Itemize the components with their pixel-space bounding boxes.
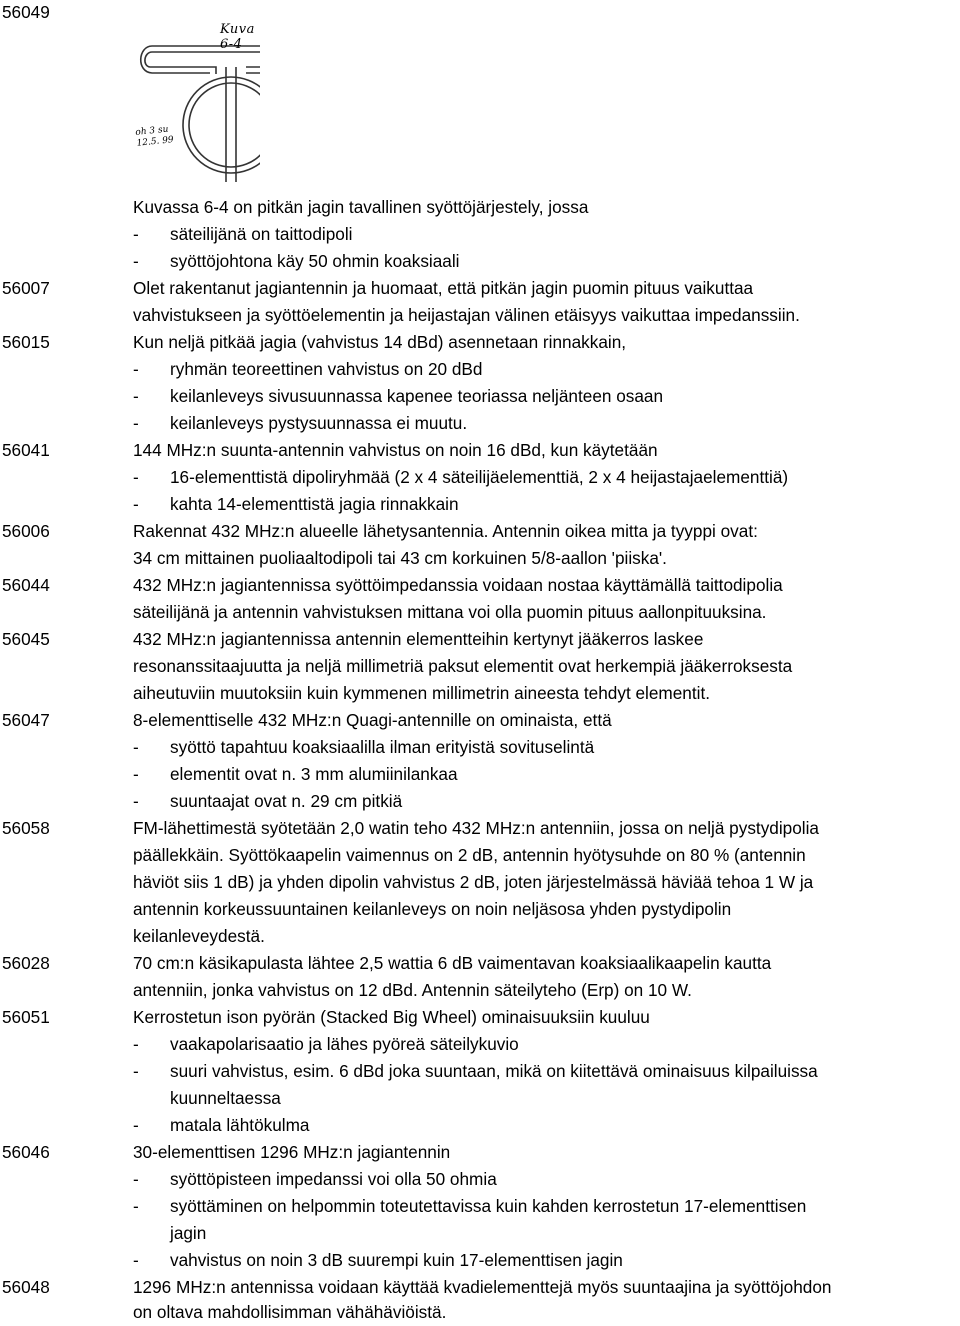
question-text: Rakennat 432 MHz:n alueelle lähetysantennia. Antennin oikea mitta ja tyyppi ovat: [133,521,758,541]
question-text: Kerrostetun ison pyörän (Stacked Big Wheel) ominaisuuksiin kuuluu [133,1007,650,1027]
question-text: 30-elementtisen 1296 MHz:n jagiantennin [133,1142,451,1162]
intro-line: Kuvassa 6-4 on pitkän jagin tavallinen syöttöjärjestely, jossa [133,197,589,217]
question-text: 144 MHz:n suunta-antennin vahvistus on noin 16 dBd, kun käytetään [133,440,658,460]
question-text: 8-elementtiselle 432 MHz:n Quagi-antennille on ominaista, että [133,710,612,730]
question-bullet-continuation: kuunneltaessa [170,1088,281,1108]
folded-dipole-figure [130,22,255,187]
question-text: 70 cm:n käsikapulasta lähtee 2,5 wattia 6 dB vaimentavan koaksiaalikaapelin kautta [133,953,772,973]
question-text: antenniin, jonka vahvistus on 12 dBd. Antennin säteilyteho (Erp) on 10 W. [133,980,692,1000]
question-text: 432 MHz:n jagiantennissa syöttöimpedanssia voidaan nostaa käyttämällä taittodipolia [133,575,783,595]
question-id: 56044 [2,575,50,595]
question-text: Kun neljä pitkää jagia (vahvistus 14 dBd) asennetaan rinnakkain, [133,332,627,352]
question-text: päällekkäin. Syöttökaapelin vaimennus on 2 dB, antennin hyötysuhde on 80 % (antennin [133,845,806,865]
figure-note-line2: 12.5. 99 [136,135,175,149]
question-text: antennin korkeussuuntainen keilanleveys on noin neljäsosa yhden pystydipolin [133,899,732,919]
question-text: aiheutuviin muutoksiin kuin kymmenen millimetrin aineesta tehdyt elementit. [133,683,711,703]
question-id: 56041 [2,440,50,460]
figure-caption: Kuva 6-4 [220,22,255,52]
figure-note-line1: oh 3 su [134,124,169,138]
question-id: 56046 [2,1142,50,1162]
question-text: on oltava mahdollisimman vähähäviöistä. [133,1302,447,1322]
question-text: resonanssitaajuutta ja neljä millimetriä paksut elementit ovat herkempiä jääkerroksesta [133,656,793,676]
question-id: 56028 [2,953,50,973]
question-id: 56047 [2,710,50,730]
page-number: 56049 [2,2,50,22]
question-text: FM-lähettimestä syötetään 2,0 watin teho 432 MHz:n antenniin, jossa on neljä pystydipolia [133,818,819,838]
question-text: keilanleveydestä. [133,926,265,946]
question-id: 56058 [2,818,50,838]
question-text: Olet rakentanut jagiantennin ja huomaat, että pitkän jagin puomin pituus vaikuttaa [133,278,754,298]
question-text: 1296 MHz:n antennissa voidaan käyttää kvadielementtejä myös suuntaajina ja syöttöjohdon [133,1277,832,1297]
question-id: 56051 [2,1007,50,1027]
question-text: 432 MHz:n jagiantennissa antennin elementteihin kertynyt jääkerros laskee [133,629,704,649]
figure-handwritten-note [135,124,174,150]
question-text: vahvistukseen ja syöttöelementin ja heijastajan välinen etäisyys vaikuttaa impedanssiin. [133,305,800,325]
question-text: säteilijänä ja antennin vahvistuksen mittana voi olla puomin pituus aallonpituuksina. [133,602,767,622]
question-text: häviöt siis 1 dB) ja yhden dipolin vahvistus 2 dB, joten järjestelmässä häviää tehoa 1 W ja [133,872,814,892]
question-id: 56007 [2,278,50,298]
question-id: 56045 [2,629,50,649]
question-id: 56006 [2,521,50,541]
question-text: 34 cm mittainen puoliaaltodipoli tai 43 cm korkuinen 5/8-aallon 'piiska'. [133,548,667,568]
question-id: 56015 [2,332,50,352]
question-bullet-continuation: jagin [170,1223,207,1243]
question-id: 56048 [2,1277,50,1297]
